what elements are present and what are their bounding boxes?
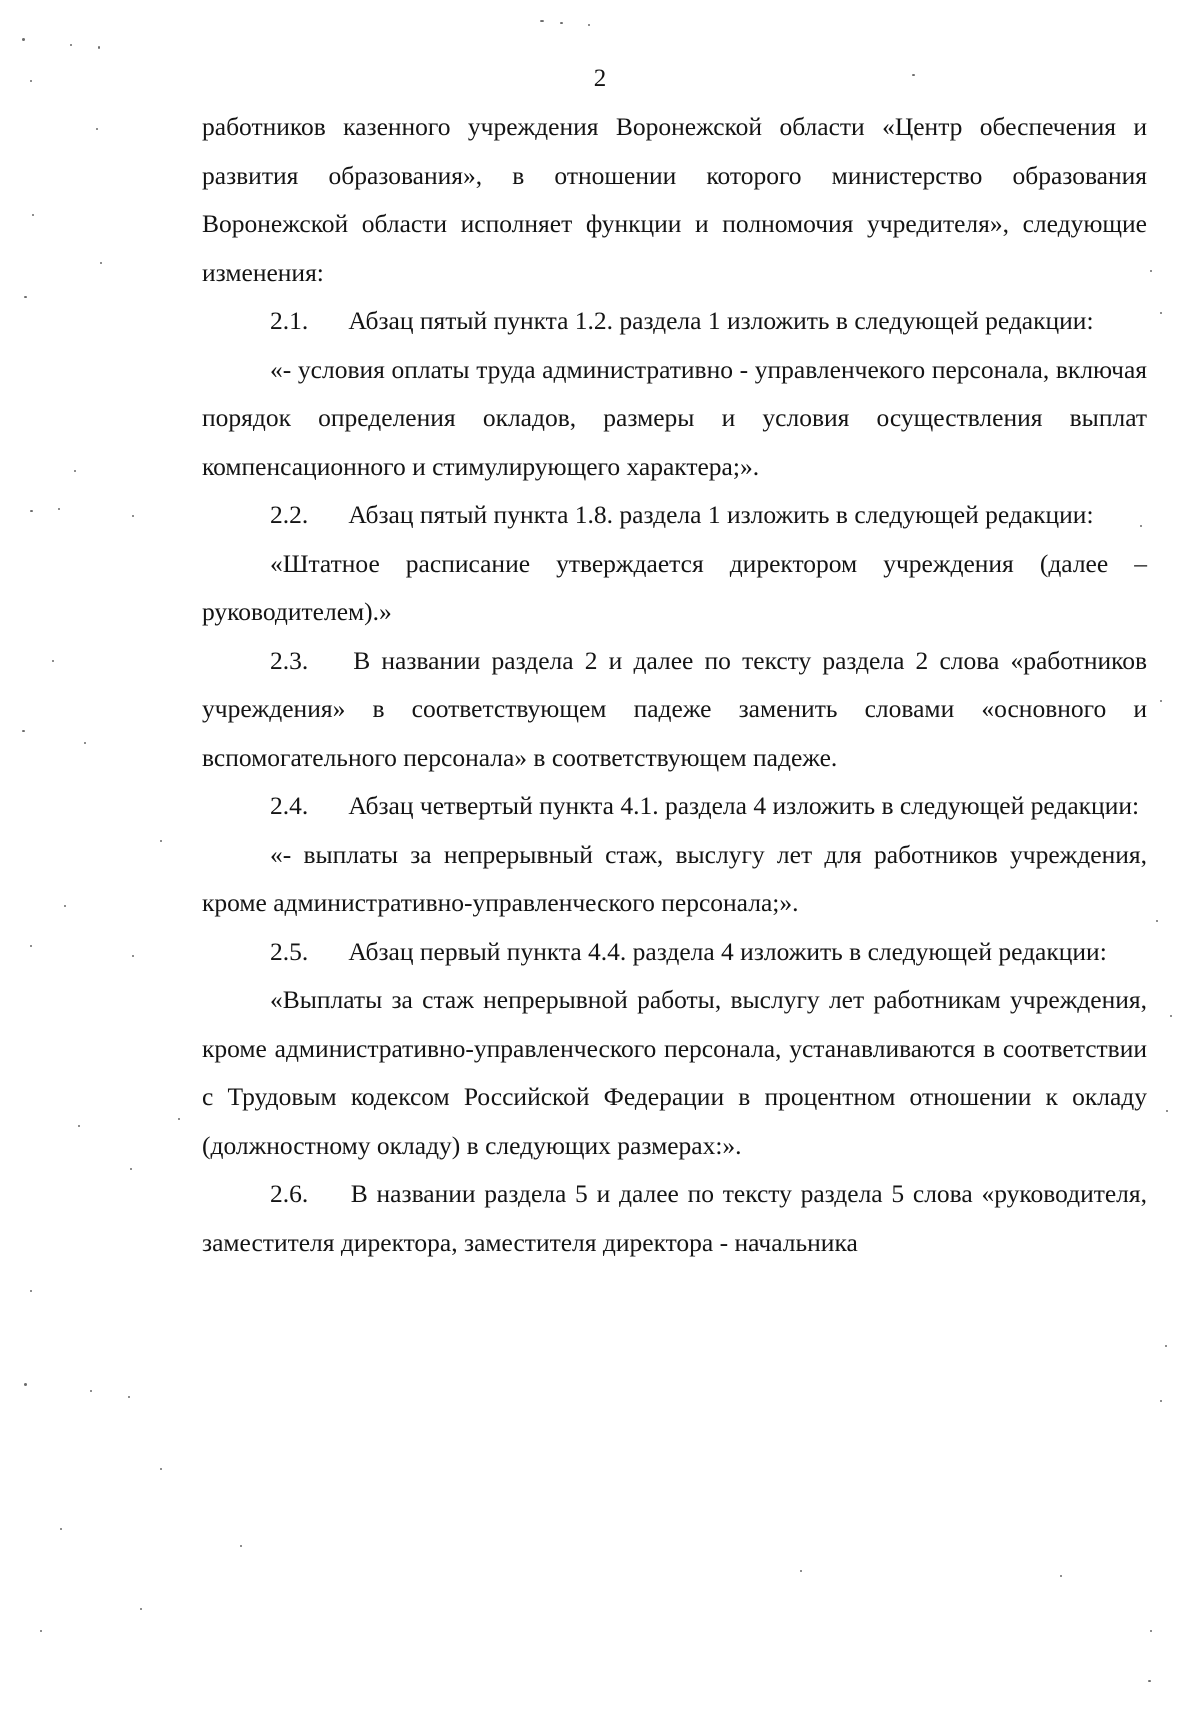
paragraph-item-2-3 <box>202 637 1147 783</box>
scan-speck <box>84 742 86 744</box>
item-number: 2.1. <box>270 306 309 335</box>
scan-speck <box>96 128 98 130</box>
paragraph-text: В названии раздела 5 и далее по тексту раздела 5 слова «руководителя, заместителя директора, заместителя директора - начальника <box>202 1179 1148 1257</box>
scan-speck <box>40 1630 42 1632</box>
scan-speck <box>22 730 25 732</box>
paragraph-quote-2-2 <box>202 540 1147 637</box>
scan-speck <box>1140 525 1142 527</box>
document-body <box>202 103 1147 1267</box>
paragraph-quote-2-5 <box>202 976 1147 1170</box>
scan-speck <box>58 508 60 510</box>
scan-speck <box>30 80 32 82</box>
paragraph-item-2-5 <box>202 928 1147 977</box>
paragraph-text: «Выплаты за стаж непрерывной работы, выслугу лет работникам учреждения, кроме административно-управленческого персонала, устанавливаются в соответствии с Трудовым кодексом Российской Федерации в процентном отношении к окладу (должностному окладу) в следующих размерах:». <box>202 985 1147 1160</box>
paragraph-quote-2-4 <box>202 831 1147 928</box>
scan-speck <box>60 1528 62 1530</box>
scan-speck <box>74 470 76 472</box>
scan-speck <box>1148 1680 1151 1682</box>
scan-speck <box>32 214 34 216</box>
scan-speck <box>1060 1575 1062 1577</box>
paragraph-text: «- выплаты за непрерывный стаж, выслугу лет для работников учреждения, кроме административно-управленческого персонала;». <box>202 839 1147 917</box>
scan-speck <box>178 1118 180 1120</box>
scan-speck <box>540 20 544 22</box>
paragraph-item-2-2 <box>202 491 1147 540</box>
scan-speck <box>30 510 33 512</box>
scan-speck <box>140 1608 142 1610</box>
scan-speck <box>800 1570 802 1572</box>
paragraph-item-2-4 <box>202 782 1147 831</box>
scan-speck <box>30 945 32 947</box>
item-number: 2.2. <box>270 500 309 529</box>
scan-speck <box>130 1168 132 1170</box>
item-number: 2.6. <box>270 1179 309 1208</box>
scan-speck <box>64 905 66 907</box>
paragraph-text: В названии раздела 2 и далее по тексту раздела 2 слова «работников учреждения» в соответствующем падеже заменить словами «основного и вспомогательного персонала» в соответствующем падеже. <box>202 645 1148 772</box>
paragraph-text: Абзац пятый пункта 1.2. раздела 1 изложить в следующей редакции: <box>348 306 1094 335</box>
scan-speck <box>1160 312 1162 314</box>
scan-speck <box>90 1390 92 1392</box>
paragraph-text: Абзац пятый пункта 1.8. раздела 1 изложить в следующей редакции: <box>348 500 1094 529</box>
scan-speck <box>1165 1345 1167 1347</box>
scan-speck <box>160 1468 162 1470</box>
item-number: 2.3. <box>270 645 309 675</box>
paragraph-item-2-6 <box>202 1170 1147 1267</box>
scan-speck <box>1166 1110 1168 1112</box>
scan-speck <box>912 74 915 76</box>
scan-speck <box>560 22 563 24</box>
scan-speck <box>1170 1015 1172 1017</box>
scan-speck <box>70 44 72 46</box>
paragraph-text: «- условия оплаты труда административно - управленчекого персонала, включая порядок определения окладов, размеры и условия осуществления выплат компенсационного и стимулирующего характера;». <box>202 354 1147 481</box>
scan-speck <box>78 1125 80 1127</box>
paragraph-text: Абзац первый пункта 4.4. раздела 4 изложить в следующей редакции: <box>348 936 1107 966</box>
scan-speck <box>132 955 134 957</box>
scan-speck <box>1156 920 1158 922</box>
scan-speck <box>24 1383 27 1386</box>
paragraph-text: работников казенного учреждения Воронежской области «Центр обеспечения и развития образования», в отношении которого министерство образования Воронежской области исполняет функции и полномочия учредителя», следующие изменения: <box>202 112 1147 287</box>
scan-speck <box>100 262 102 264</box>
scan-speck <box>588 24 590 26</box>
scan-speck <box>24 296 27 298</box>
paragraph-text: «Штатное расписание утверждается директором учреждения (далее – руководителем).» <box>202 548 1147 626</box>
scan-speck <box>240 1545 242 1547</box>
paragraph-item-2-1 <box>202 297 1147 346</box>
scan-speck <box>160 840 162 842</box>
paragraph-text: Абзац четвертый пункта 4.1. раздела 4 изложить в следующей редакции: <box>348 791 1140 820</box>
scan-speck <box>1160 700 1162 702</box>
paragraph-quote-2-1 <box>202 346 1147 492</box>
paragraph-intro-continuation <box>202 103 1147 297</box>
scan-speck <box>98 46 100 49</box>
scan-speck <box>128 1396 130 1398</box>
page-number: 2 <box>593 65 607 92</box>
scan-speck <box>1150 1630 1152 1632</box>
item-number: 2.4. <box>270 791 309 820</box>
scan-speck <box>1150 270 1152 272</box>
scan-speck <box>30 1290 32 1292</box>
scan-speck <box>52 660 54 662</box>
scan-speck <box>132 515 134 517</box>
item-number: 2.5. <box>270 936 309 966</box>
scan-speck <box>22 38 25 41</box>
scan-speck <box>1160 1400 1162 1402</box>
